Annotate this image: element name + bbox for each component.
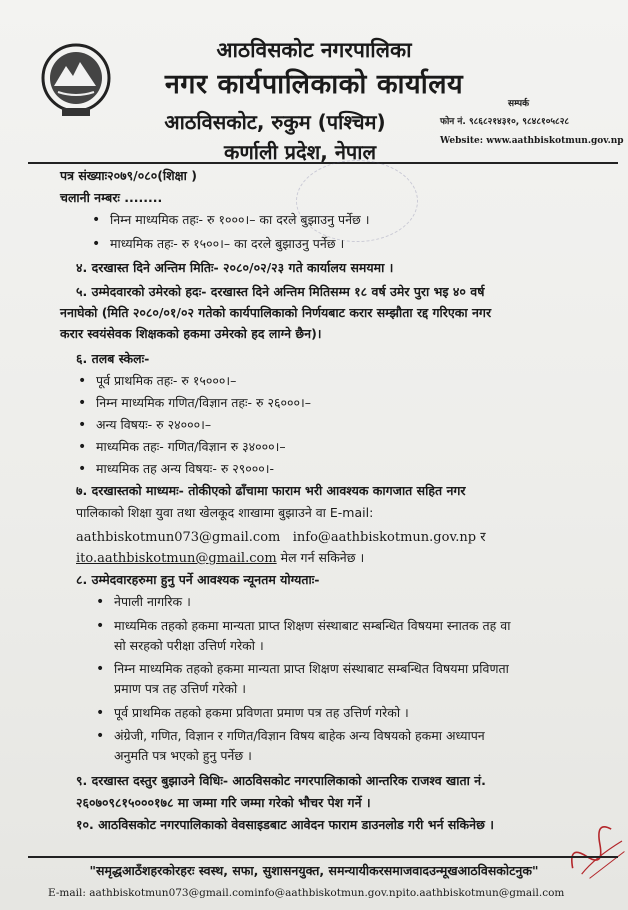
- qualification-4: पूर्व प्राथमिक तहको हकमा प्रविणता प्रमाण पत्र तह उत्तिर्ण गरेको ।: [114, 705, 409, 720]
- bullet-icon: •: [78, 417, 87, 433]
- province: कर्णाली प्रदेश, नेपाल: [223, 140, 377, 164]
- bullet-icon: •: [96, 594, 105, 610]
- email-line-1: [76, 530, 486, 546]
- website: Website: www.aathbiskotmun.gov.np: [440, 136, 624, 146]
- section-7-line-2: पालिकाको शिक्षा युवा तथा खेलकूद शाखामा बुझाउने वा E-mail:: [76, 505, 374, 520]
- salary-secondary-other: माध्यमिक तह अन्य विषयः- रु २९०००।-: [96, 461, 275, 476]
- qualification-5-line-1: अंग्रेजी, गणित, विज्ञान र गणित/विज्ञान विषय बाहेक अन्य विषयको हकमा अध्यापन: [114, 728, 485, 743]
- qualification-2-line-2: सो सरहको परीक्षा उत्तिर्ण गरेको ।: [114, 638, 264, 653]
- fee-secondary: माध्यमिक तहः- रु १५००।– का दरले बुझाउनु पर्नेछ ।: [110, 236, 345, 251]
- section-9-line-2: २६०७०९८१५०००१७८ मा जम्मा गरि जम्मा गरेको भौचर पेश गर्ने ।: [76, 795, 371, 810]
- section-10-download: १०. आठविसकोट नगरपालिकाको वेवसाइडबाट आवेदन फाराम डाउनलोड गरी भर्न सकिनेछ ।: [76, 817, 494, 832]
- section-5-line-2: ननाघेको (मिति २०८०/०१/०२ गतेको कार्यपालिकाको निर्णयबाट करार सम्झौता रद्द गरिएका नगर: [60, 305, 492, 320]
- salary-lower-secondary-math-science: निम्न माध्यमिक गणित/विज्ञान तहः- रु २६०००।–: [96, 395, 311, 410]
- fee-lower-secondary: निम्न माध्यमिक तहः- रु १०००।– का दरले बुझाउनु पर्नेछ ।: [110, 212, 370, 227]
- address: आठविसकोट, रुकुम (पश्चिम): [164, 110, 386, 134]
- footer-slogan: "समृद्धआठँशहरकोरहरः स्वस्थ, सफा, सुशासनयुक्त, समन्यायीकरसमाजवादउन्मूखआठविसकोटनुक": [89, 863, 539, 878]
- qualification-1: नेपाली नागरिक ।: [114, 594, 191, 609]
- signature-stamp-icon: [551, 807, 628, 892]
- qualification-2-line-1: माध्यमिक तहको हकमा मान्यता प्राप्त शिक्षण संस्थाबाट सम्बन्धित विषयमा स्नातक तह वा: [114, 618, 511, 633]
- bullet-icon: •: [78, 373, 87, 389]
- footer-email: E-mail: aathbiskotmun073@gmail.cominfo@aathbiskotmun.gov.npito.aathbiskotmun@gmail.com: [48, 887, 565, 899]
- office-name: नगर कार्यपालिकाको कार्यालय: [164, 69, 464, 100]
- section-8-title: ८. उम्मेदवारहरुमा हुनु पर्ने आवश्यक न्यूनतम योग्यताः-: [76, 572, 320, 587]
- section-5-line-3: करार स्वयंसेवक शिक्षकको हकमा उमेरको हद लाग्ने छैन)।: [60, 326, 322, 341]
- faint-office-stamp: [296, 160, 418, 242]
- section-4-deadline: ४. दरखास्त दिने अन्तिम मितिः- २०८०/०२/२३ गते कार्यालय समयमा ।: [76, 260, 394, 275]
- bullet-icon: •: [78, 395, 87, 411]
- contact-heading: सम्पर्क: [508, 99, 529, 109]
- email-instruction: मेल गर्न सकिनेछ ।: [276, 550, 365, 565]
- section-9-line-1: ९. दरखास्त दस्तुर बुझाउने विधिः- आठविसकोट नगरपालिकाको आन्तरिक राजश्व खाता नं.: [76, 773, 486, 788]
- section-6-title: ६. तलब स्केलः-: [76, 351, 150, 366]
- footer-divider: [28, 856, 618, 858]
- qualification-5-line-2: अनुमति पत्र भएको हुनु पर्नेछ ।: [114, 748, 252, 763]
- bullet-icon: •: [92, 236, 101, 252]
- email-address-1[interactable]: aathbiskotmun073@gmail.com: [76, 530, 281, 545]
- email-address-3[interactable]: ito.aathbiskotmun@gmail.com: [76, 551, 277, 566]
- dispatch-number: चलानी नम्बरः ........: [60, 190, 163, 205]
- org-name: आठविसकोट नगरपालिका: [216, 38, 412, 62]
- salary-other-subjects: अन्य विषयः- रु २४०००।–: [96, 417, 212, 432]
- qualification-3-line-1: निम्न माध्यमिक तहको हकमा मान्यता प्राप्त शिक्षण संस्थाबाट सम्बन्धित विषयमा प्रविणता: [114, 661, 509, 676]
- bullet-icon: •: [78, 461, 87, 477]
- header-divider: [28, 162, 618, 164]
- phone-number: फोन नं. ९८६८२१४३१०, ९८४८१०५८२८: [440, 117, 570, 127]
- section-5-line-1: ५. उम्मेदवारको उमेरको हदः- दरखास्त दिने अन्तिम मितिसम्म १८ वर्ष उमेर पुरा भइ ४० वर्ष: [76, 284, 485, 299]
- bullet-icon: •: [96, 705, 105, 721]
- bullet-icon: •: [78, 439, 87, 455]
- email-address-2[interactable]: info@aathbiskotmun.gov.np: [292, 530, 477, 545]
- qualification-3-line-2: प्रमाण पत्र तह उत्तिर्ण गरेको ।: [114, 681, 246, 696]
- email-line-2: [76, 550, 364, 567]
- bullet-icon: •: [96, 618, 105, 634]
- salary-secondary-math-science: माध्यमिक तहः- गणित/विज्ञान रु ३४०००।–: [96, 439, 286, 454]
- reference-number: पत्र संख्याः२०७९/०८०(शिक्षा ): [60, 168, 197, 183]
- email-conjunction: र: [476, 530, 486, 545]
- bullet-icon: •: [96, 728, 105, 744]
- bullet-icon: •: [96, 661, 105, 677]
- bullet-icon: •: [92, 212, 101, 228]
- salary-pre-primary: पूर्व प्राथमिक तहः- रु १५०००।–: [96, 373, 237, 388]
- section-7-line-1: ७. दरखास्तको माध्यमः- तोकीएको ढाँचामा फाराम भरी आवश्यक कागजात सहित नगर: [76, 483, 466, 498]
